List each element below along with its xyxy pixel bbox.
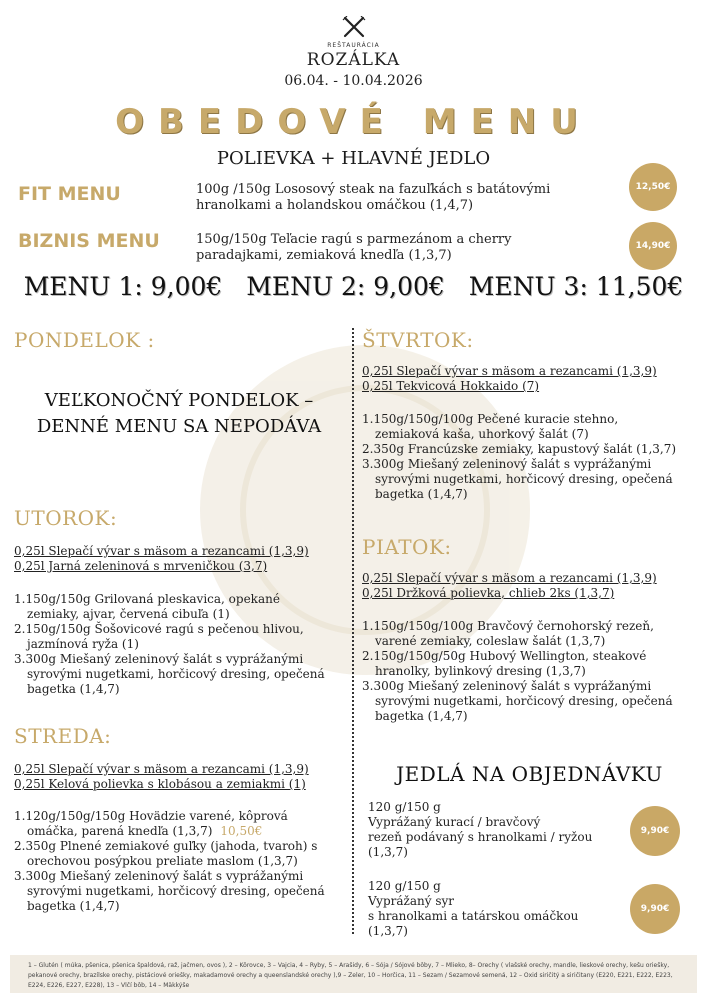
monday-title: PONDELOK : bbox=[14, 328, 155, 352]
order-item bbox=[368, 879, 618, 939]
order-item-line: s hranolkami a tatárskou omáčkou bbox=[368, 909, 579, 923]
order-item-allergens: (1,3,7) bbox=[368, 845, 408, 859]
biznis-menu-label: BIZNIS MENU bbox=[18, 230, 160, 252]
order-item-line: rezeň podávaný s hranolkami / ryžou bbox=[368, 830, 593, 844]
dish-item: 2.350g Francúzske zemiaky, kapustový šalát (1,3,7) bbox=[362, 442, 677, 456]
order-item-allergens: (1,3,7) bbox=[368, 924, 408, 938]
friday-soups bbox=[362, 571, 657, 601]
holiday-line: DENNÉ MENU SA NEPODÁVA bbox=[36, 416, 322, 437]
dish-item: 3.300g Miešaný zeleninový šalát s vyprážanými syrovými nugetkami, horčicový dresing, opečená bagetka (1,4,7) bbox=[14, 652, 325, 696]
order-item-weight: 120 g/150 g bbox=[368, 879, 441, 893]
tuesday-title: UTOROK: bbox=[14, 506, 118, 530]
fit-menu-label: FIT MENU bbox=[18, 183, 121, 205]
friday-dishes bbox=[362, 619, 684, 724]
biznis-menu-line: paradajkami, zemiaková knedľa (1,3,7) bbox=[196, 248, 452, 263]
wednesday-title: STREDA: bbox=[14, 724, 112, 748]
dish-item: 3.300g Miešaný zeleninový šalát s vyprážanými syrovými nugetkami, horčicový dresing, opečená bagetka (1,4,7) bbox=[362, 679, 673, 723]
wednesday-soups bbox=[14, 762, 309, 792]
monday-holiday-note bbox=[14, 388, 344, 440]
tuesday-soups bbox=[14, 544, 309, 574]
soup-item: 0,25l Jarná zeleninová s mrveničkou (3,7) bbox=[14, 559, 268, 573]
date-range: 06.04. - 10.04.2026 bbox=[284, 73, 423, 89]
brand-subtitle: REŠTAURÁCIA bbox=[327, 42, 380, 49]
soup-item: 0,25l Kelová polievka s klobásou a zemiakmi (1) bbox=[14, 777, 306, 791]
thursday-dishes bbox=[362, 412, 682, 502]
dish-item bbox=[14, 809, 332, 839]
menu-subtitle: POLIEVKA + HLAVNÉ JEDLO bbox=[216, 148, 491, 169]
soup-item: 0,25l Slepačí vývar s mäsom a rezancami (1,3,9) bbox=[14, 762, 309, 776]
order-item-line: Vyprážaný kurací / bravčový bbox=[368, 815, 541, 829]
thursday-soups bbox=[362, 364, 657, 394]
soup-item: 0,25l Slepačí vývar s mäsom a rezancami (1,3,9) bbox=[362, 364, 657, 378]
dish-item: 1.150g/150g Grilovaná pleskavica, opekané zemiaky, ajvar, červená cibuľa (1) bbox=[14, 592, 280, 621]
holiday-line: VEĽKONOČNÝ PONDELOK – bbox=[44, 390, 314, 411]
order-item-line: Vyprážaný syr bbox=[368, 894, 455, 908]
soup-item: 0,25l Tekvicová Hokkaido (7) bbox=[362, 379, 540, 393]
allergen-legend: 1 – Glutén ( múka, pšenica, pšenica špaldová, raž, jačmen, ovos ), 2 – Kôrovce, 3 – Vajcia, 4 – Ryby, 5 – Arašidy, 6 – Sója / Sójové bôby, 7 – Mlieko, 8– Orechy ( vlašské orechy, mandle, lieskové orechy, kešu oriešky, pekanové orechy, brazílske orechy, pistáciové oriešky, makadamové orechy a queenslandské orechy ),9 – Zeler, 10 – Horčica, 11 – Sezam / Sezamové semená, 12 – Oxid siričitý a siričitany (E220, E221, E222, E223, E224, E226, E227, E228), 13 – Vlčí bôb, 14 – Mäkkýše bbox=[28, 962, 673, 989]
tuesday-dishes bbox=[14, 592, 332, 697]
dish-item: 1.150g/150g/100g Bravčový černohorský rezeň, varené zemiaky, coleslaw šalát (1,3,7) bbox=[362, 619, 654, 648]
cutlery-icon bbox=[0, 16, 707, 38]
dish-item: 3.300g Miešaný zeleninový šalát s vyprážanými syrovými nugetkami, horčicový dresing, opečená bagetka (1,4,7) bbox=[362, 457, 673, 501]
biznis-menu-line: 150g/150g Teľacie ragú s parmezánom a cherry bbox=[196, 232, 512, 247]
fit-menu-description bbox=[196, 182, 596, 214]
menu-3-price: MENU 3: 11,50€ bbox=[468, 272, 684, 301]
order-item-price-badge: 9,90€ bbox=[630, 806, 680, 856]
dish-item: 2.150g/150g/50g Hubový Wellington, steakové hranolky, bylinkový dresing (1,3,7) bbox=[362, 649, 647, 678]
dish-text: 1.120g/150g/150g Hovädzie varené, kôprová omáčka, parená knedľa (1,3,7) bbox=[14, 809, 288, 838]
order-item-weight: 120 g/150 g bbox=[368, 800, 441, 814]
dish-item: 2.150g/150g Šošovicové ragú s pečenou hlivou, jazmínová ryža (1) bbox=[14, 622, 304, 651]
menu-price-row bbox=[0, 272, 707, 301]
thursday-title: ŠTVRTOK: bbox=[362, 328, 474, 352]
fit-menu-price-badge: 12,50€ bbox=[629, 163, 677, 211]
wednesday-dishes bbox=[14, 809, 332, 914]
order-item bbox=[368, 800, 618, 860]
dish-extra-price: 10,50€ bbox=[220, 824, 263, 838]
soup-item: 0,25l Držková polievka, chlieb 2ks (1,3,7) bbox=[362, 586, 615, 600]
fit-menu-line: 100g /150g Lososový steak na fazuľkách s batátovými bbox=[196, 182, 551, 197]
biznis-menu-price-badge: 14,90€ bbox=[629, 222, 677, 270]
menu-title: OBEDOVÉ MENU bbox=[115, 102, 592, 142]
order-title: JEDLÁ NA OBJEDNÁVKU bbox=[396, 762, 663, 786]
order-item-price-badge: 9,90€ bbox=[630, 884, 680, 934]
fit-menu-line: hranolkami a holandskou omáčkou (1,4,7) bbox=[196, 198, 474, 213]
menu-1-price: MENU 1: 9,00€ bbox=[23, 272, 223, 301]
brand-name: ROZÁLKA bbox=[306, 50, 401, 70]
dish-item: 2.350g Plnené zemiakové guľky (jahoda, tvaroh) s orechovou posýpkou preliate maslom (1,3,7) bbox=[14, 839, 318, 868]
dish-item: 3.300g Miešaný zeleninový šalát s vyprážanými syrovými nugetkami, horčicový dresing, opečená bagetka (1,4,7) bbox=[14, 869, 325, 913]
soup-item: 0,25l Slepačí vývar s mäsom a rezancami (1,3,9) bbox=[362, 571, 657, 585]
biznis-menu-description bbox=[196, 232, 596, 264]
friday-title: PIATOK: bbox=[362, 535, 452, 559]
column-divider bbox=[352, 328, 354, 934]
dish-item: 1.150g/150g/100g Pečené kuracie stehno, zemiaková kaša, uhorkový šalát (7) bbox=[362, 412, 619, 441]
menu-2-price: MENU 2: 9,00€ bbox=[246, 272, 445, 301]
soup-item: 0,25l Slepačí vývar s mäsom a rezancami (1,3,9) bbox=[14, 544, 309, 558]
